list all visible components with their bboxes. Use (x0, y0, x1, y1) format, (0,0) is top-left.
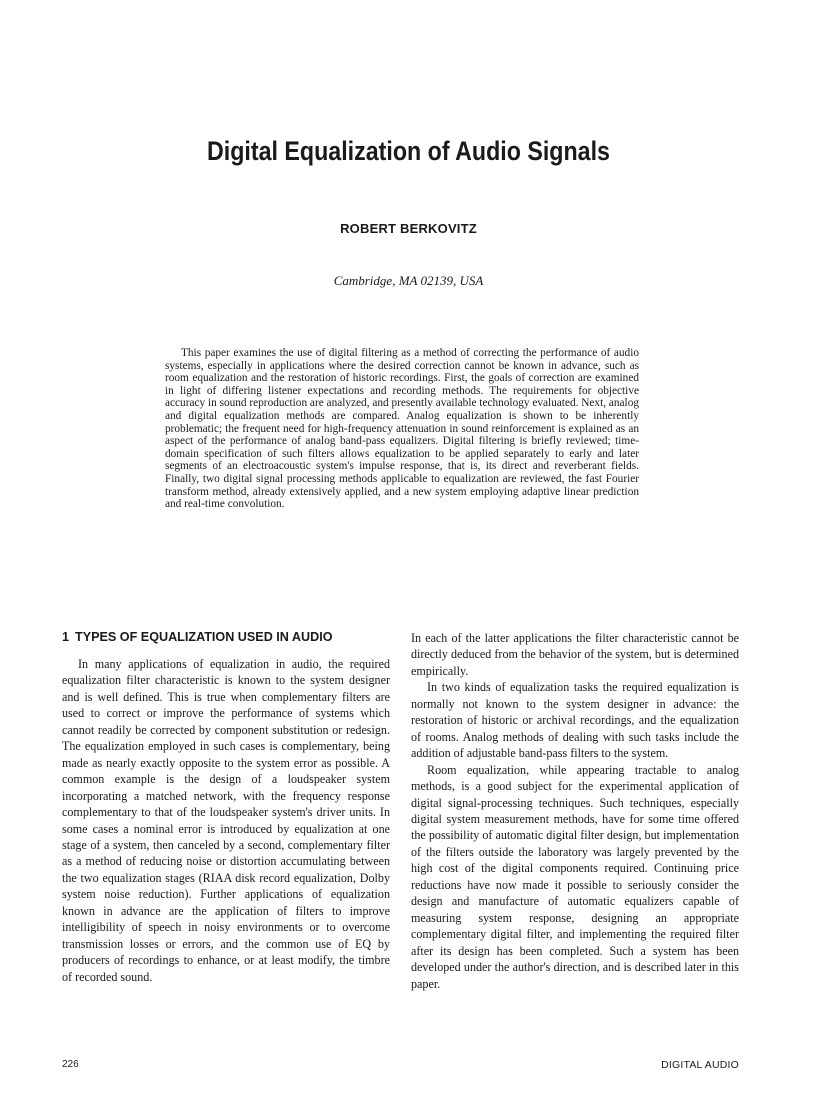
body-paragraph: In each of the latter applications the filter characteristic cannot be directly deduced from the behavior of the system, but is determined empirically. (411, 631, 739, 678)
journal-name: DIGITAL AUDIO (661, 1059, 739, 1071)
right-column (411, 630, 739, 992)
section-number: 1 (62, 630, 70, 644)
body-paragraph: In two kinds of equalization tasks the required equalization is normally not known to the system designer in advance: the restoration of historic or archival recordings, and the equalization of rooms. Analog methods of dealing with such tasks include the addition of adjustable band-pass filters to the system. (411, 680, 739, 761)
author-affiliation: Cambridge, MA 02139, USA (333, 273, 484, 288)
section-title: TYPES OF EQUALIZATION USED IN AUDIO (75, 630, 333, 644)
section-heading (62, 630, 390, 644)
body-paragraph: Room equalization, while appearing tractable to analog methods, is a good subject for the experimental application of digital signal-processing techniques. Such techniques, especially digital system measurement methods, have for some time offered the possibility of automatic digital filter design, but implementation of the filters outside the laboratory was largely prevented by the high cost of the digital components required. Continuing price reductions have now made it possible to seriously consider the design and manufacture of automatic equalizers capable of measuring system response, designing an appropriate complementary digital filter, and implementing the required filter after its design has been completed. Such a system has been developed under the author's direction, and is described later in this paper. (411, 762, 739, 991)
left-column (62, 630, 390, 985)
abstract: This paper examines the use of digital filtering as a method of correcting the performance of audio systems, especially in applications where the desired correction cannot be known in advance, such as room equalization and the restoration of historic recordings. First, the goals of correction are examined in light of differing listener expectations and recording methods. The requirements for objective accuracy in sound reproduction are analyzed, and presently available technology evaluated. Next, analog and digital equalization methods are compared. Analog equalization is shown to be inherently problematic; the frequent need for high-frequency attenuation in sound reinforcement is explained as an aspect of the performance of analog band-pass equalizers. Digital filtering is briefly reviewed; time-domain specification of such filters allows equalization to be applied separately to early and later segments of an electroacoustic system's impulse response, that is, its direct and reverberant fields. Finally, two digital signal processing methods applicable to equalization are reviewed, the fast Fourier transform method, already extensively applied, and a new system employing adaptive linear prediction and real-time convolution. (165, 347, 639, 511)
page-number: 226 (62, 1059, 79, 1070)
body-paragraph: In many applications of equalization in audio, the required equalization filter characteristic is known to the system designer and is well defined. This is true when complementary filters are used to correct or improve the performance of systems which cannot readily be corrected by component substitution or redesign. The equalization employed in such cases is complementary, being made as nearly exactly opposite to the system error as possible. A common example is the design of a loudspeaker system incorporating a matched network, with the frequency response complementary to that of the loudspeaker system's driver units. In some cases a nominal error is introduced by equalization at one stage of a system, then canceled by a second, complementary filter as a method of reducing noise or distortion accumulating between the two equalization stages (RIAA disk record equalization, Dolby system noise reduction). Further applications of equalization known in advance are the application of filters to improve intelligibility of speech in noisy environments or to overcome transmission losses or errors, and the common use of EQ by producers of recordings to enhance, or at least modify, the timbre of recorded sound. (62, 657, 390, 984)
author-name: ROBERT BERKOVITZ (340, 221, 477, 236)
paper-title: Digital Equalization of Audio Signals (207, 136, 610, 166)
